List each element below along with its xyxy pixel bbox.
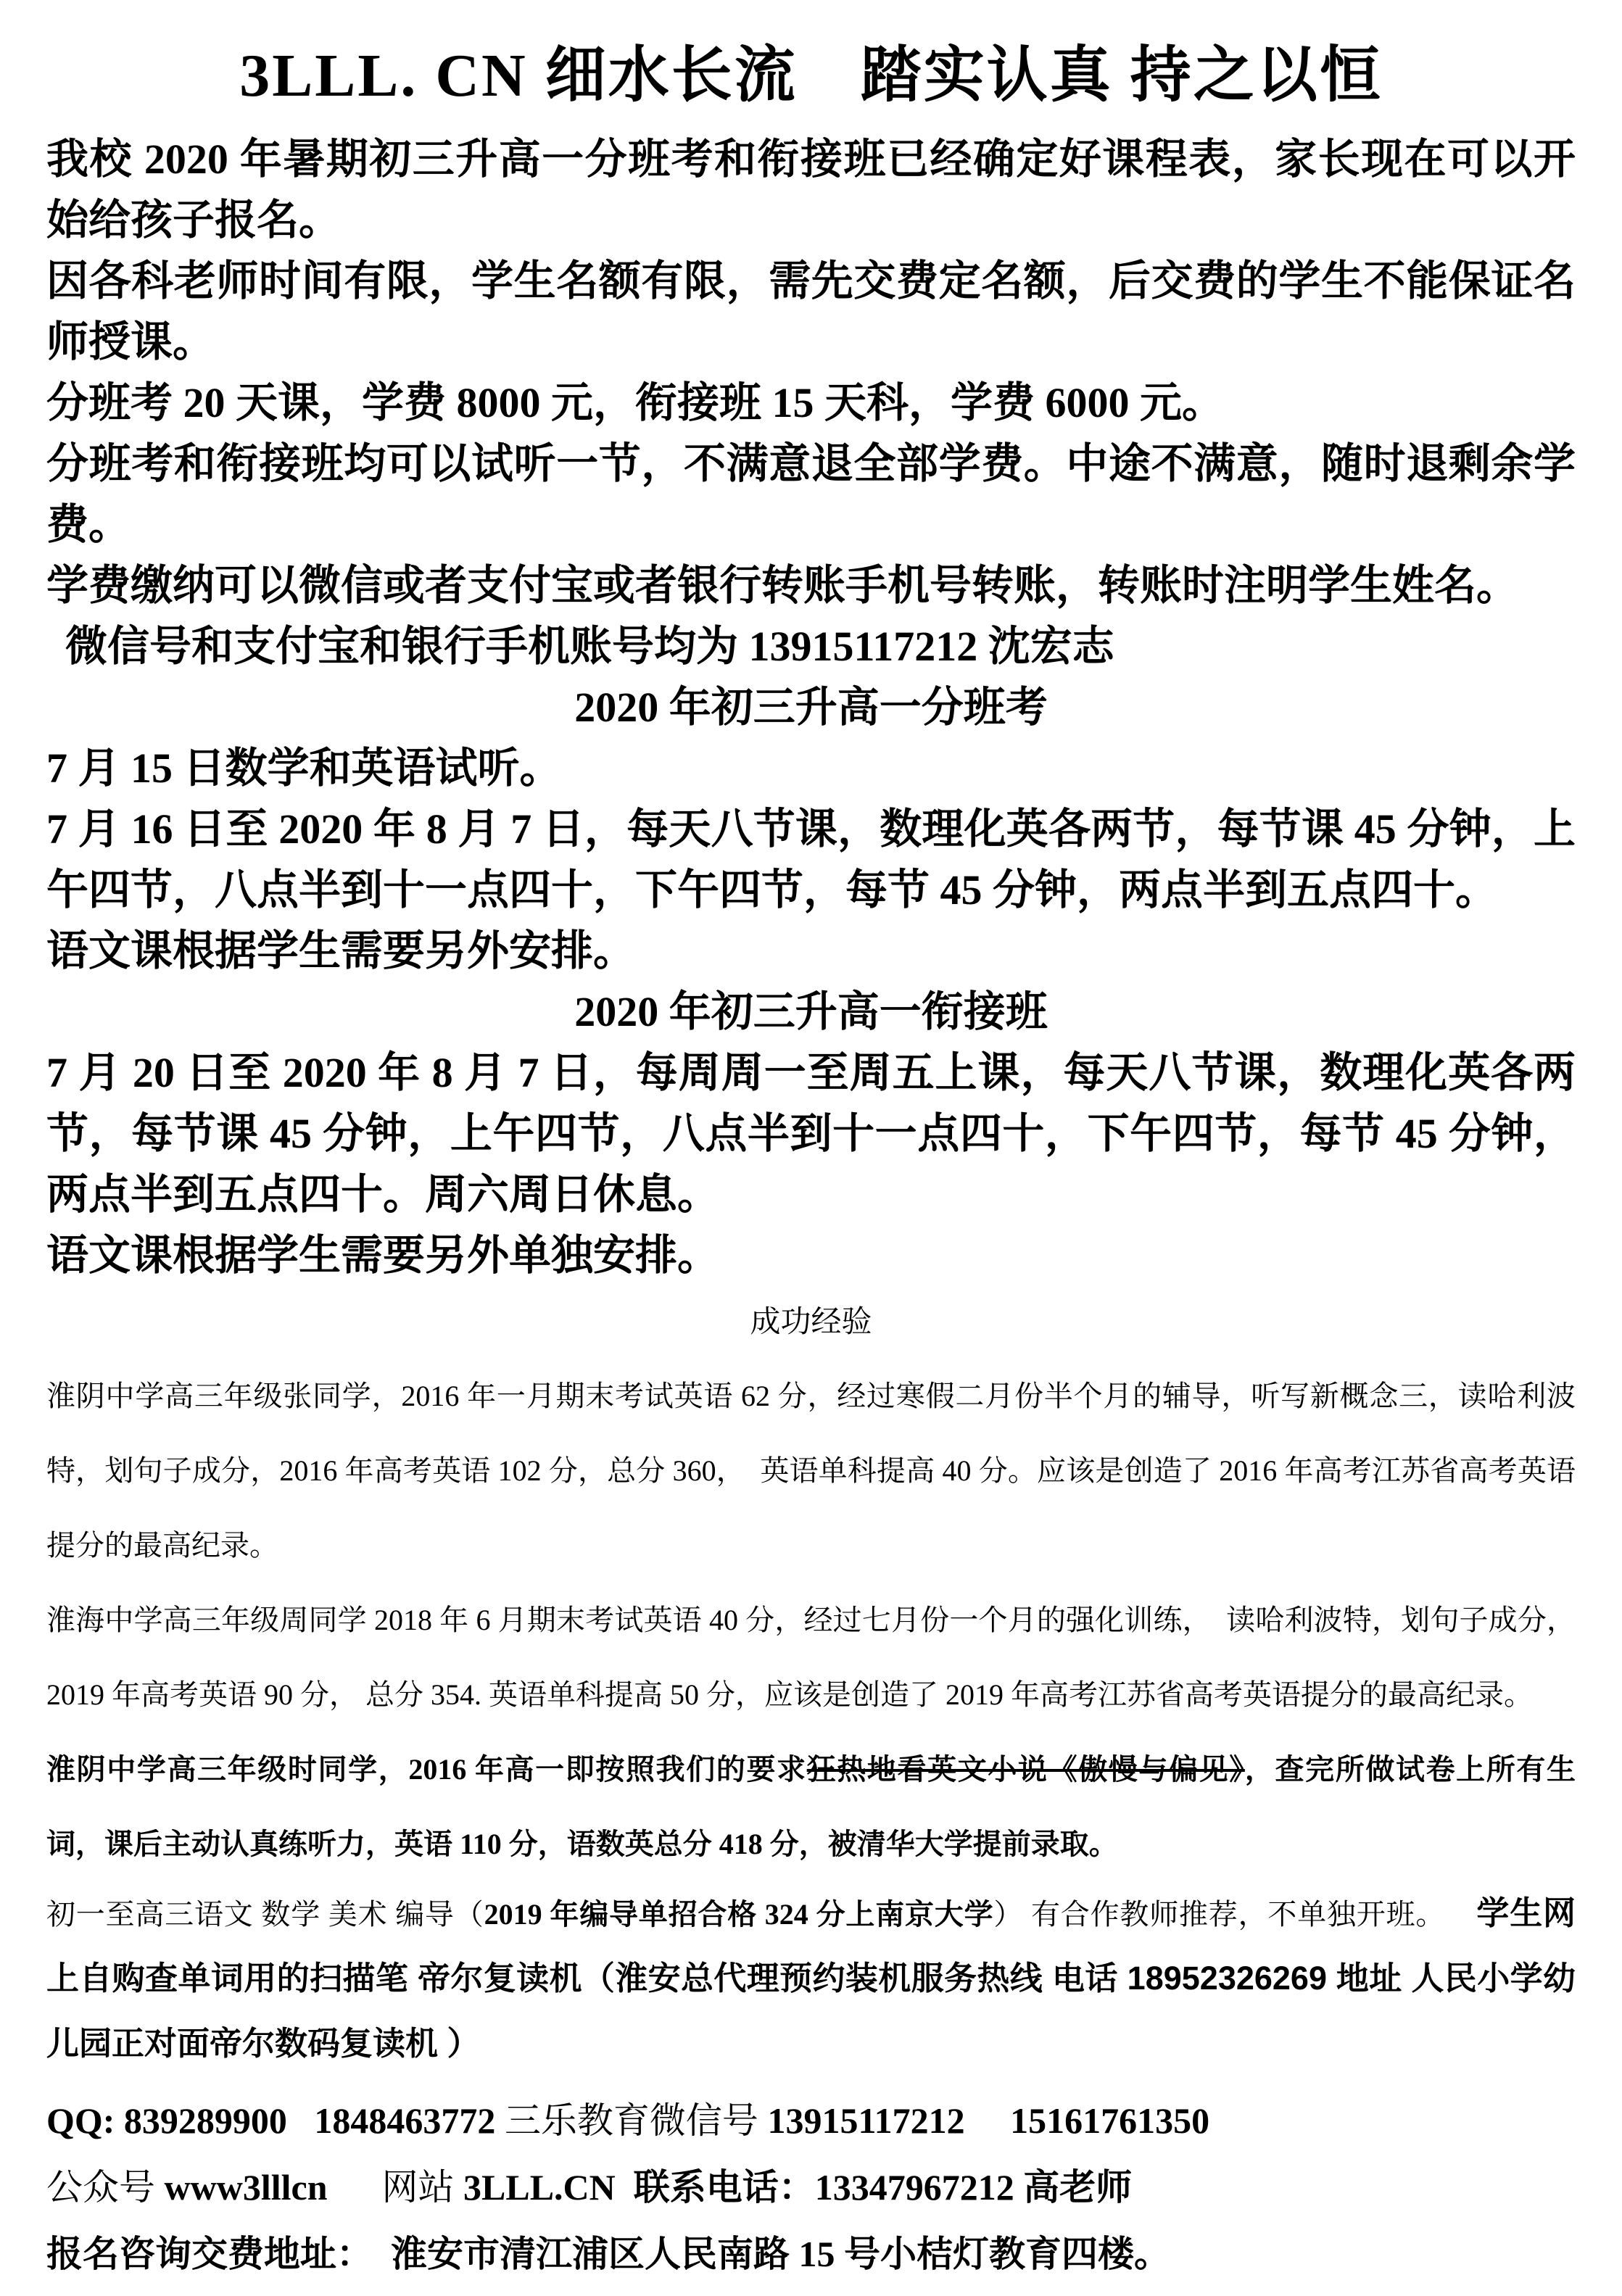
success-case-3-post: ，查完所做试卷上所有生词，课后主动认真练听力，英语 110 分，语数英总分 418 分，被清华大学提前录取。 xyxy=(46,1753,1576,1860)
programs-note: ） 有合作教师推荐，不单独开班。 xyxy=(993,1898,1477,1931)
success-heading: 成功经验 xyxy=(750,1306,872,1339)
contact-web-line xyxy=(46,2154,1576,2221)
wechat-numbers: 13915117212 15161761350 xyxy=(767,2100,1210,2141)
intro-paragraph-payment: 学费缴纳可以微信或者支付宝或者银行转账手机号转账，转账时注明学生姓名。 xyxy=(46,562,1519,609)
success-case-3 xyxy=(46,1732,1576,1881)
bridge-class-heading: 2020 年初三升高一衔接班 xyxy=(574,988,1048,1035)
website-label: 网站 xyxy=(327,2167,463,2208)
success-case-1: 淮阴中学高三年级张同学，2016 年一月期末考试英语 62 分，经过寒假二月份半个月的辅导，听写新概念三，读哈利波特，划句子成分，2016 年高考英语 102 分，总分 360， 英语单科提高 40 分。应该是创造了 2016 年高考江苏省高考英语提分的最高纪录。 xyxy=(46,1380,1576,1562)
contact-address-line xyxy=(46,2221,1576,2287)
success-section xyxy=(46,1286,1576,1881)
doc-title: 3LLL. CN 细水长流 踏实认真 持之以恒 xyxy=(239,42,1383,109)
intro-paragraph-wechat-account: 微信号和支付宝和银行手机账号均为 13915117212 沈宏志 xyxy=(65,623,1114,670)
programs-scanner-pen: 学生网上自购查单词用的扫描笔 帝尔复读机（淮安总代理预约装机服务热线 电话 18952326269 地址 人民小学幼儿园正对面帝尔数码复读机 ） xyxy=(46,1894,1576,2062)
signup-address: 报名咨询交费地址： 淮安市清江浦区人民南路 15 号小桔灯教育四楼。 xyxy=(46,2234,1170,2274)
intro-paragraph-tuition: 分班考 20 天课，学费 8000 元，衔接班 15 天科，学费 6000 元。 xyxy=(46,379,1225,426)
strikethrough-text: 狂热地看英文小说《傲慢与偏见》 xyxy=(806,1753,1245,1786)
placement-exam-chinese-note: 语文课根据学生需要另外安排。 xyxy=(46,927,636,974)
placement-exam-heading: 2020 年初三升高一分班考 xyxy=(574,684,1048,731)
qq-numbers: QQ: 839289900 1848463772 xyxy=(46,2100,496,2141)
bridge-class-chinese-note: 语文课根据学生需要另外单独安排。 xyxy=(46,1232,720,1279)
intro-paragraph-quota: 因各科老师时间有限，学生名额有限，需先交费定名额，后交费的学生不能保证名师授课。 xyxy=(46,257,1576,365)
gongzhonghao-label: 公众号 xyxy=(46,2167,165,2208)
contact-qq-line xyxy=(46,2087,1576,2154)
wechat-label: 三乐教育微信号 xyxy=(495,2100,768,2141)
programs-art-result: 2019 年编导单招合格 324 分上南京大学 xyxy=(484,1898,994,1931)
programs-paragraph xyxy=(46,1881,1576,2077)
placement-exam-schedule: 7 月 16 日至 2020 年 8 月 7 日，每天八节课，数理化英各两节，每节课 45 分钟，上午四节，八点半到十一点四十，下午四节，每节 45 分钟，两点半到五点四十。 xyxy=(46,805,1576,913)
intro-paragraph-refund: 分班考和衔接班均可以试听一节，不满意退全部学费。中途不满意，随时退剩余学费。 xyxy=(46,440,1576,548)
bridge-class-section xyxy=(46,982,1576,1286)
programs-section xyxy=(46,1881,1576,2077)
programs-subjects: 初一至高三语文 数学 美术 编导（ xyxy=(46,1898,484,1931)
intro-section xyxy=(46,129,1576,677)
success-case-3-pre: 淮阴中学高三年级时同学，2016 年高一即按照我们的要求 xyxy=(46,1753,807,1786)
contact-section xyxy=(46,2087,1576,2287)
intro-paragraph-signup: 我校 2020 年暑期初三升高一分班考和衔接班已经确定好课程表，家长现在可以开始给孩子报名。 xyxy=(46,136,1576,244)
website-and-phone: 3LLL.CN 联系电话：13347967212 高老师 xyxy=(463,2167,1133,2208)
placement-exam-section xyxy=(46,677,1576,982)
bridge-class-schedule: 7 月 20 日至 2020 年 8 月 7 日，每周周一至周五上课，每天八节课，数理化英各两节，每节课 45 分钟，上午四节，八点半到十一点四十，下午四节，每节 45 分钟，两点半到五点四十。周六周日休息。 xyxy=(46,1049,1576,1218)
placement-exam-trial: 7 月 15 日数学和英语试听。 xyxy=(46,745,562,792)
gongzhonghao-value: www3lllcn xyxy=(164,2167,328,2208)
success-case-2: 淮海中学高三年级周同学 2018 年 6 月期末考试英语 40 分，经过七月份一个月的强化训练， 读哈利波特，划句子成分，2019 年高考英语 90 分， 总分 354. 英语单科提高 50 分，应该是创造了 2019 年高考江苏省高考英语提分的最高纪录。 xyxy=(46,1604,1576,1711)
